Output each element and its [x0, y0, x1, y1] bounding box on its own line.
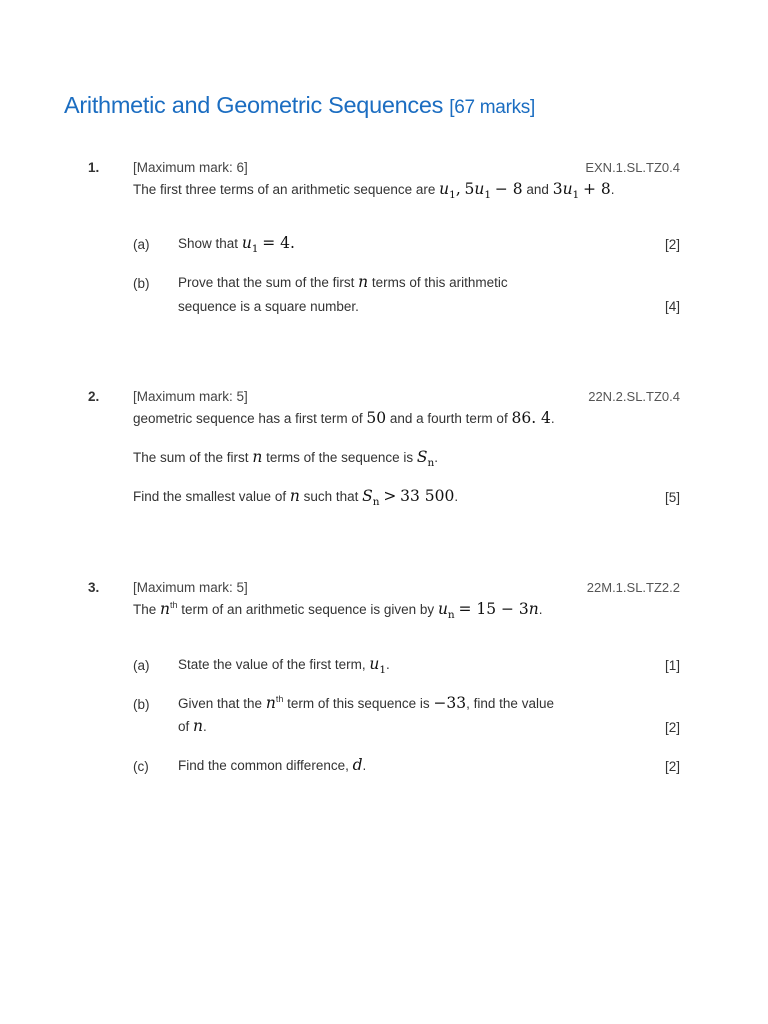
find-text-a: Find the smallest value of: [133, 489, 287, 504]
stem-text-b: term of an arithmetic sequence is given by: [181, 602, 435, 617]
part-b-text-d: of: [178, 719, 190, 734]
part-a-prompt: Show that: [178, 236, 239, 251]
find-text-b: such that: [303, 489, 359, 504]
question-number: 3.: [88, 580, 100, 595]
part-b-label: (b): [133, 697, 150, 712]
part-c-label: (c): [133, 759, 149, 774]
part-b-text-b: terms of this arithmetic: [371, 275, 508, 290]
question-stem: The first three terms of an arithmetic sequence are $u_1$, $5u_1 - 8$ and $3u_1 + 8$.: [133, 180, 615, 201]
part-b-label: (b): [133, 276, 150, 291]
superscript-th: th: [170, 600, 178, 610]
title-main: Arithmetic and Geometric Sequences: [64, 92, 444, 118]
sum-statement: The sum of the first n terms of the sequence is $S_n$.: [133, 448, 439, 469]
page-title: [64, 92, 535, 119]
question-number: 2.: [88, 389, 100, 404]
stem-text-b: and a fourth term of: [389, 411, 508, 426]
sum-text-b: terms of the sequence is: [266, 450, 414, 465]
dot: .: [610, 182, 615, 197]
part-a-text: State the value of the first term, $u_1$.: [178, 655, 390, 676]
part-a-marks: [1]: [664, 658, 680, 673]
fourth-term-value: 86. 4: [511, 409, 551, 427]
part-b-line-2: sequence is a square number.: [178, 299, 359, 314]
question-stem: The $n^{th}$ term of an arithmetic sequence is given by $u_n = 15 - 3n$.: [133, 600, 543, 621]
part-b-text-a: Prove that the sum of the first: [178, 275, 355, 290]
stem-text-a: geometric sequence has a first term of: [133, 411, 363, 426]
and-text: and: [526, 182, 549, 197]
part-a-prompt: State the value of the first term,: [178, 657, 366, 672]
stem-text: The first three terms of an arithmetic sequence are: [133, 182, 436, 197]
part-a-text: Show that $u_1 = 4$.: [178, 234, 295, 255]
part-b-text-a: Given that the: [178, 696, 263, 711]
find-statement: Find the smallest value of n such that $S_n > 33$ 500.: [133, 487, 459, 508]
max-mark: [Maximum mark: 6]: [133, 160, 248, 175]
part-a-label: (a): [133, 658, 150, 673]
question-code: EXN.1.SL.TZ0.4: [585, 160, 680, 175]
first-term-value: 50: [366, 409, 387, 427]
term-value: −33: [433, 694, 467, 712]
sum-text-a: The sum of the first: [133, 450, 249, 465]
part-a-label: (a): [133, 237, 150, 252]
question-code: 22N.2.SL.TZ0.4: [588, 389, 680, 404]
part-b-line-1: Given that the $n^{th}$ term of this sequence is −33, find the value: [178, 694, 554, 712]
part-b-line-1: Prove that the sum of the first n terms of this arithmetic: [178, 273, 508, 291]
part-c-text: Find the common difference, d.: [178, 756, 367, 774]
title-marks: [67 marks]: [449, 97, 535, 118]
max-mark: [Maximum mark: 5]: [133, 580, 248, 595]
question-marks: [5]: [664, 490, 680, 505]
part-b-text-c: , find the value: [466, 696, 554, 711]
question-number: 1.: [88, 160, 100, 175]
superscript-th: th: [275, 694, 284, 704]
threshold-value: 33 500: [400, 487, 455, 505]
question-code: 22M.1.SL.TZ2.2: [586, 580, 680, 595]
question-stem: geometric sequence has a first term of 50 and a fourth term of 86. 4.: [133, 409, 555, 427]
part-b-text-b: term of this sequence is: [287, 696, 430, 711]
part-b-marks: [2]: [664, 720, 680, 735]
part-a-marks: [2]: [664, 237, 680, 252]
part-b-line-2: of n.: [178, 717, 207, 735]
part-c-marks: [2]: [664, 759, 680, 774]
part-c-prompt: Find the common difference,: [178, 758, 349, 773]
part-b-marks: [4]: [664, 299, 680, 314]
max-mark: [Maximum mark: 5]: [133, 389, 248, 404]
stem-text-a: The: [133, 602, 157, 617]
